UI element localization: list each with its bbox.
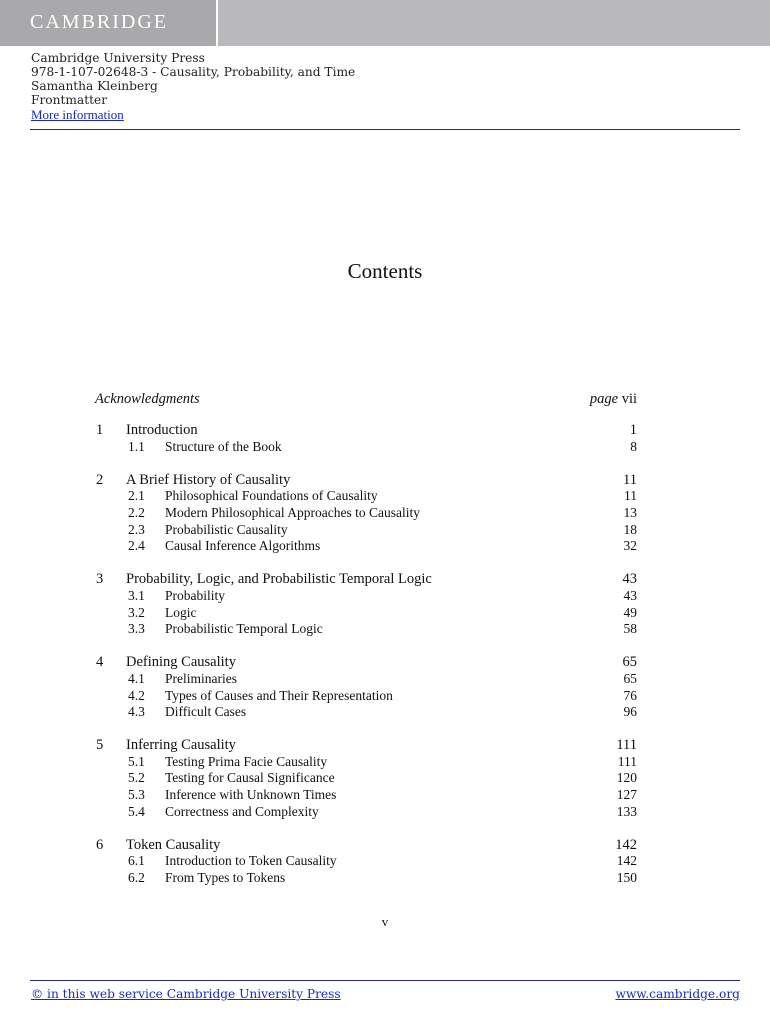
section-title: From Types to Tokens [165, 870, 286, 886]
toc-section-row [95, 787, 637, 804]
toc-section-row [95, 588, 637, 605]
section-page: 133 [616, 803, 637, 819]
toc-section-row [95, 770, 637, 787]
section-number: 6.1 [128, 853, 145, 869]
section-title: Preliminaries [165, 670, 237, 686]
section-number: 4.2 [128, 687, 145, 703]
toc-section-row [95, 439, 637, 456]
chapter-page: 11 [623, 471, 637, 488]
section-title: Difficult Cases [165, 704, 247, 720]
chapter-number: 2 [96, 471, 104, 488]
toc-chapter-row [95, 571, 637, 588]
section-page: 58 [623, 621, 637, 637]
toc-chapter-row [95, 422, 637, 439]
section-title: Probabilistic Causality [165, 521, 288, 537]
header-rule [30, 129, 740, 130]
section-number: 5.1 [128, 753, 145, 769]
section-number: 2.4 [128, 538, 145, 554]
chapter-title: A Brief History of Causality [126, 471, 291, 488]
section-page: 32 [623, 538, 637, 554]
chapter-title: Token Causality [126, 836, 221, 853]
toc-section-row [95, 688, 637, 705]
chapter-title: Inferring Causality [126, 737, 236, 754]
section-title: Modern Philosophical Approaches to Causality [165, 504, 420, 520]
section-number: 1.1 [128, 438, 145, 454]
cambridge-logo[interactable]: CAMBRIDGE [30, 11, 169, 33]
toc-chapter-row [95, 654, 637, 671]
chapter-number: 5 [96, 737, 104, 754]
isbn-title: 978-1-107-02648-3 - Causality, Probability, and Time [31, 64, 356, 79]
section-number: 3.3 [128, 621, 145, 637]
section-title: Inference with Unknown Times [165, 787, 337, 803]
chapter-page: 1 [629, 422, 637, 438]
chapter-page: 43 [622, 571, 637, 588]
website-link[interactable]: www.cambridge.org [615, 987, 740, 1001]
section-page: 142 [616, 853, 637, 869]
section-page: 76 [623, 687, 637, 703]
section-number: 3.1 [128, 587, 145, 603]
section-title: Logic [165, 604, 197, 620]
toc-section-row [95, 754, 637, 771]
section-title: Probability [165, 587, 225, 603]
toc-gap [95, 638, 637, 655]
toc-gap [95, 721, 637, 738]
author: Samantha Kleinberg [31, 78, 158, 93]
toc-gap [95, 820, 637, 837]
section-page: 49 [623, 604, 637, 620]
header-band [0, 0, 770, 46]
section-page: 127 [616, 787, 637, 803]
section-page: 120 [616, 770, 637, 786]
contents-title: Contents [347, 259, 423, 283]
section-number: 2.3 [128, 521, 145, 537]
section-number: 5.3 [128, 787, 145, 803]
section-page: 8 [630, 438, 637, 454]
section-page: 111 [617, 753, 637, 769]
section-title: Correctness and Complexity [165, 803, 319, 819]
toc-section-row [95, 853, 637, 870]
toc-acknowledgments [95, 389, 637, 409]
chapter-number: 1 [96, 422, 104, 438]
toc-section-row [95, 621, 637, 638]
acknowledgments-label: Acknowledgments [95, 391, 200, 407]
footer-rule [30, 980, 740, 981]
section-number: 2.2 [128, 504, 145, 520]
toc-chapter-row [95, 472, 637, 489]
toc-section-row [95, 605, 637, 622]
section-page: 13 [623, 504, 637, 520]
toc-gap [95, 555, 637, 572]
section-number: 6.2 [128, 870, 145, 886]
section-page: 96 [623, 704, 637, 720]
toc-section-row [95, 505, 637, 522]
chapter-page: 142 [615, 836, 637, 853]
section-title: Probabilistic Temporal Logic [165, 621, 323, 637]
section-number: 5.4 [128, 803, 145, 819]
toc-section-row [95, 522, 637, 539]
publisher: Cambridge University Press [31, 51, 205, 65]
chapter-number: 3 [96, 571, 104, 588]
chapter-page: 111 [616, 737, 637, 754]
toc-section-row [95, 671, 637, 688]
section-title: Philosophical Foundations of Causality [165, 488, 378, 504]
section-number: 5.2 [128, 770, 145, 786]
section-label: Frontmatter [31, 92, 108, 107]
toc-chapter-row [95, 737, 637, 754]
more-information-link[interactable]: More information [31, 106, 124, 122]
chapter-number: 6 [96, 836, 104, 853]
section-title: Structure of the Book [165, 438, 282, 454]
chapter-title: Defining Causality [126, 654, 236, 671]
section-title: Causal Inference Algorithms [165, 538, 321, 554]
section-number: 3.2 [128, 604, 145, 620]
section-page: 18 [623, 521, 637, 537]
section-title: Types of Causes and Their Representation [165, 687, 393, 703]
page-number: v [381, 914, 389, 929]
section-number: 4.3 [128, 704, 145, 720]
chapter-page: 65 [622, 654, 637, 671]
toc-section-row [95, 870, 637, 887]
chapter-number: 4 [96, 654, 104, 671]
section-title: Introduction to Token Causality [165, 853, 337, 869]
section-page: 65 [623, 670, 637, 686]
toc-section-row [95, 704, 637, 721]
table-of-contents [95, 388, 637, 887]
toc-section-row [95, 538, 637, 555]
toc-gap [95, 455, 637, 472]
section-page: 11 [624, 488, 637, 504]
section-page: 150 [616, 870, 637, 886]
copyright-link[interactable]: © in this web service Cambridge University Press [31, 987, 341, 1001]
section-page: 43 [623, 587, 637, 603]
section-title: Testing Prima Facie Causality [165, 753, 328, 769]
acknowledgments-page: page vii [589, 391, 637, 407]
chapter-title: Introduction [126, 422, 198, 438]
chapter-title: Probability, Logic, and Probabilistic Temporal Logic [126, 571, 432, 588]
toc-section-row [95, 488, 637, 505]
section-title: Testing for Causal Significance [165, 770, 335, 786]
logo-box [0, 0, 218, 46]
toc-chapter-row [95, 837, 637, 854]
section-number: 2.1 [128, 488, 145, 504]
toc-section-row [95, 804, 637, 821]
document-meta [31, 52, 355, 123]
section-number: 4.1 [128, 670, 145, 686]
